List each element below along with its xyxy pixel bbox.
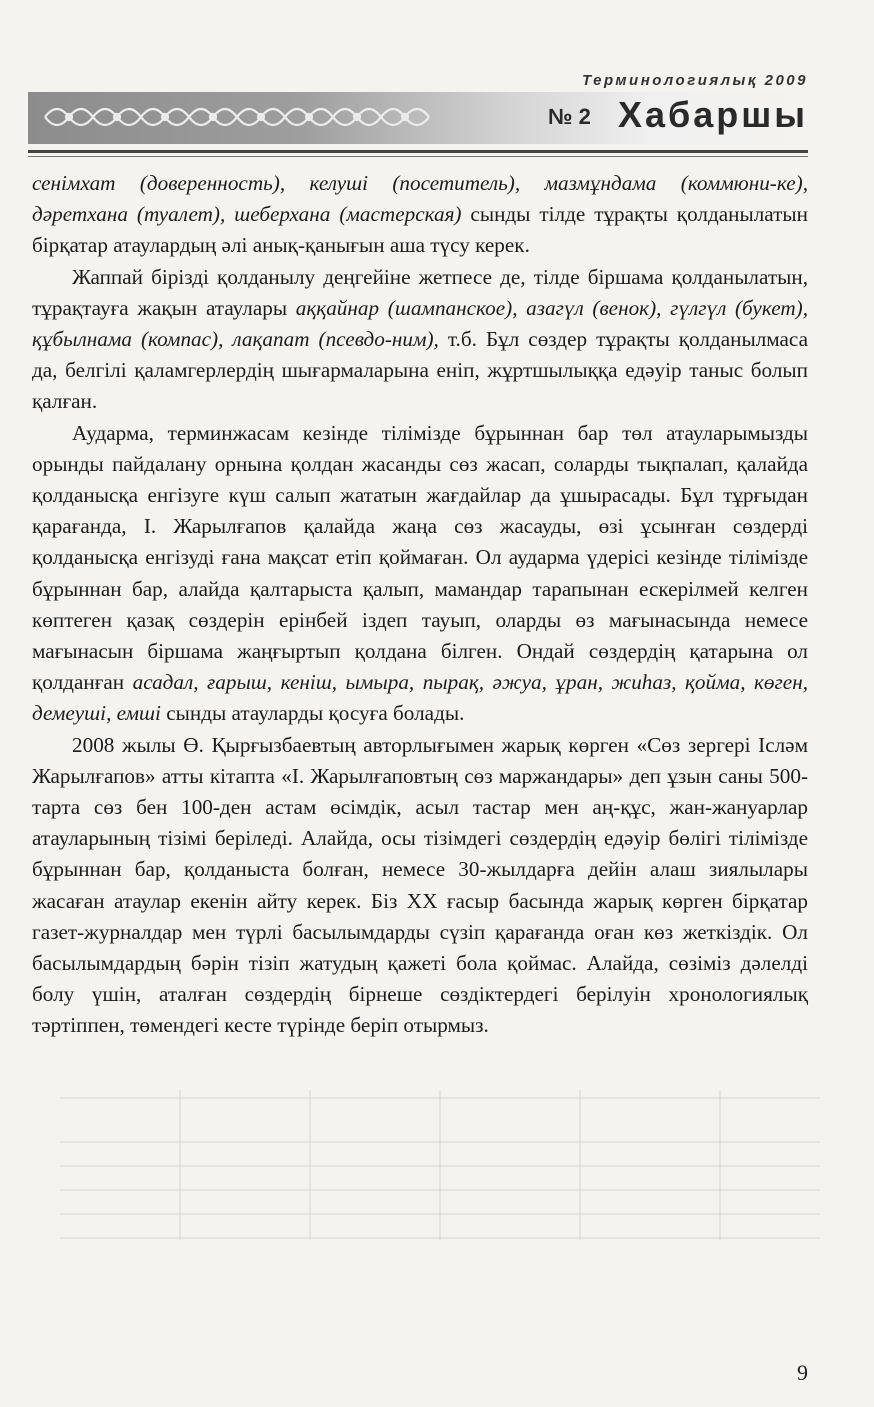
bleed-through-table [60, 1090, 820, 1240]
header-rule [28, 150, 808, 153]
paragraph-2 [32, 262, 808, 418]
italic-term-run: аққайнар (шампанское), азагүл (венок), гүлгүл (букет), құбылнама (компас), лақапат (псевдо-ним), [32, 295, 808, 352]
paragraph-4 [32, 730, 808, 1042]
text-run: сынды атауларды қосуға болады. [160, 701, 465, 726]
ornament-pattern [40, 97, 430, 137]
italic-term-run: сенімхат (доверенность), келуші (посетитель), мазмұндама (коммюни-ке), дәретхана (туалет), шеберхана (мастерская) [32, 171, 808, 227]
paragraph-3 [32, 418, 808, 730]
text-run: Жаппай бірізді қолданылу деңгейіне жетпесе де, тілде біршама қолданылатын, тұрақтауға жақын атаулары [32, 264, 808, 320]
text-run: Аударма, терминжасам кезінде тілімізде бұрыннан бар төл атауларымызды орынды пайдалану орнына қолдан жасанды сөз жасап, соларды тықпалап, қалайда қолданысқа енгізуге күш салып жататын жағдайлар да ұшырасады. Бұл тұрғыдан қарағанда, І. Жарылғапов қалайда жаңа сөз жасауды, өзі ұсынған сөздерді қолданысқа енгізуді ғана мақсат етіп қоймаған. Ол аударма үдерісі кезінде тілімізде бұрыннан бар, алайда қалтарыста қалып, мамандар тарапынан ескерілмей келген көптеген қазақ сөздерін ерінбей іздеп тауып, оларды өз мағынасында немесе мағынасын біршама жаңғыртып қолдана білген. Ондай сөздердің қатарына ол қолданған [32, 420, 808, 695]
journal-title: Хабаршы [617, 94, 808, 135]
text-run: 2008 жылы Ө. Қырғызбаевтың авторлығымен жарық көрген «Сөз зергері Ісләм Жарылғапов» атты кітапта «І. Жарылғаповтың сөз маржандары» деп ұзын саны 500-тарта сөз бен 100-ден астам өсімдік, асыл тастар мен аң-құс, жан-жануарлар атауларының тізімі беріледі. Алайда, осы тізімдегі сөздердің едәуір бөлігі тілімізде бұрыннан бар, қолданыста болған, немесе 30-жылдарға дейін алаш зиялылары жасаған атаулар екенін айту керек. Біз ХХ ғасыр басында жарық көрген бірқатар газет-журналдар мен түрлі басылымдарды сүзіп қарағанда оған көз жеткіздік. Ол басылымдардың бәрін тізіп жатудың қажеті бола қоймас. Алайда, сөзіміз дәлелді болу үшін, аталған сөздердің бірнеше сөздіктердегі берілуін хронологиялық тәртіппен, төмендегі кесте түрінде беріп отырмыз. [32, 732, 808, 1038]
article-body [32, 168, 808, 1042]
header-rule-thin [28, 156, 808, 157]
page-number: 9 [797, 1360, 808, 1385]
issue-number: № 2 [548, 104, 591, 129]
journal-series-label: Терминологиялық 2009 [582, 72, 808, 89]
text-run: т.б. Бұл сөздер тұрақты қолданылмаса да, белгілі қаламгерлердің шығармаларына еніп, жұртшылыққа едәуір таныс болып қалған. [32, 327, 808, 414]
paragraph-1 [32, 168, 808, 262]
text-run: сынды тілде тұрақты қолданылатын бірқатар атаулардың әлі анық-қанығын аша түсу керек. [32, 202, 808, 258]
italic-term-run: асадал, ғарыш, кеніш, ымыра, пырақ, әжуа, ұран, жиһаз, қойма, көген, демеуші, емші [32, 670, 808, 726]
